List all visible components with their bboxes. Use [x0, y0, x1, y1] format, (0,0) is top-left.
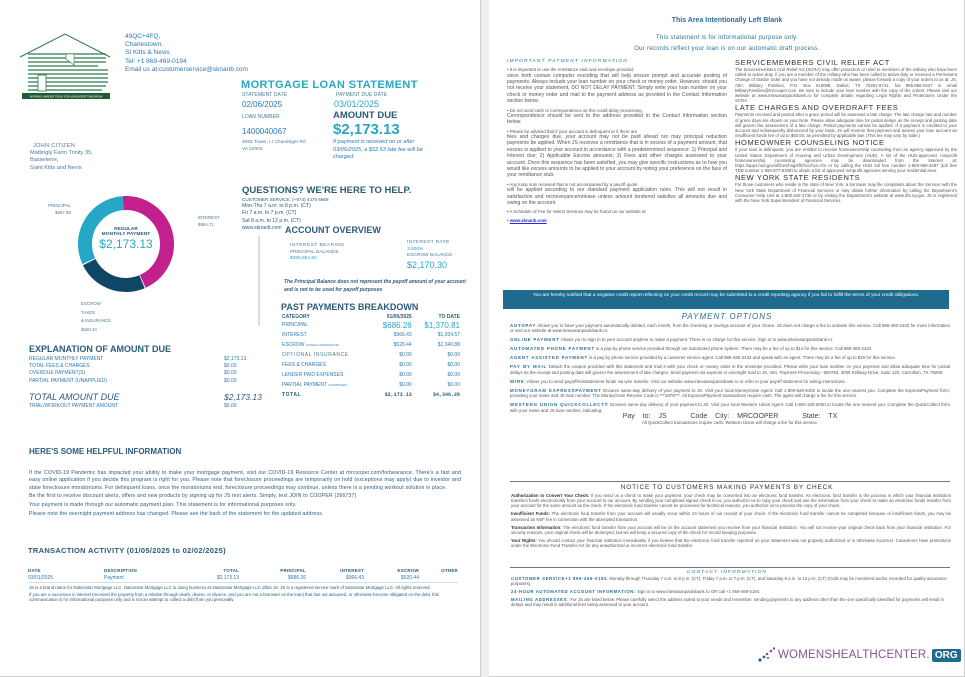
row-label: TRIAL/WORKOUT PAYMENT AMOUNT [29, 402, 119, 409]
loan-number-label: LOAN NUMBER [242, 114, 280, 120]
section-body: Payments received and posted after a grace period will be assessed a late charge. The late charge rate and number of grace days are shown on your Note. Please allow adequate time for postal delays as the receipt and posting date will govern the assessment of a late charge. Partial payments cannot be applied. If a payment is credited to your account and subsequently dishonored by your bank, JS will reverse that payment and assess your loan account an insufficient funds fee of up to $50.00, as permitted by applicable law. (This fee may vary by state.) [735, 112, 957, 139]
total-amount-due-row [29, 391, 262, 403]
contact-key: MAILING ADDRESSES: [511, 597, 570, 603]
interest-rate-label: INTEREST RATE [407, 240, 450, 245]
table-header [28, 566, 458, 574]
legend-value: $964.71 [198, 221, 214, 227]
category-cell: FEES & CHARGES [282, 362, 326, 368]
contact-text: For JS are listed below. Please carefully select the address suited to your needs and remember, sending payments to any address other than the one specifically identified for payments will result in delays and may result in additional fees being assessed to your account. [511, 597, 944, 608]
legend-label: INTEREST [198, 215, 220, 220]
helpful-info-title: HERE'S SOME HELPFUL INFORMATION [29, 447, 182, 456]
info-paragraph: Your payment is made through our automatic payment plan. This statement is for informational purposes only. [29, 502, 297, 509]
transaction-table [28, 566, 458, 583]
check-notice-body [511, 493, 951, 551]
category-cell: OPTIONAL INSURANCE [282, 352, 349, 358]
row-value: $0.00 [224, 363, 237, 370]
option-text: is a pay by phone service provided by a customer service agent. Call 888-480-2432 and speak with an agent. There may be a fee of up to $19 for this service. [587, 355, 896, 361]
center-label-line: MONTHLY PAYMENT [101, 232, 151, 237]
table-row [282, 320, 460, 330]
explanation-table [29, 356, 262, 410]
notice-paragraph [511, 538, 951, 548]
payment-due-date: 03/01/2025 [334, 99, 380, 109]
payment-option-autopay [510, 323, 950, 334]
statement-date: 02/06/2025 [242, 100, 283, 109]
total-value: $2,173.13 [224, 391, 262, 402]
category-sublabel: (UNAPPLIED) [328, 383, 348, 387]
notice-text: The electronic fund transfer from your account will be on the account statement you receive from your financial institution. You will not receive your original check back from your financial institution. For security reasons, your original check will be destroyed, but we will keep a secured copy of the check for record keeping purposes. [511, 524, 951, 535]
bank-address-line: St Kitts & Nevis [125, 49, 170, 57]
statement-date-label: STATEMENT DATE [242, 92, 288, 98]
column-header: INTEREST [340, 567, 364, 573]
section-body: If your loan is delinquent, you are entitled to receive homeownership counseling from an agency approved by the United States Department of Housing and Urban Development (HUD). A list of the HUD-approved, nonprofit homeownership counseling agencies may be downloaded from the Internet at: https://apps.hud.gov/offices/hsg/sfh/hcc/hcs.cfm or by calling the HUD toll free number 1-800-569-4287 (toll free TDD number 1-800-877-8339) to obtain a list of approved nonprofit agencies serving your residential area. [735, 147, 957, 174]
payment-option-online [510, 337, 950, 342]
option-text: Ensures same-day delivery of your payment to JS. Visit your local MoneyGram Agent. Call 1-800-926-9400 to locate the one nearest you. Complete the ExpressPayment form, providing your name and JS loan number. The MoneyGram Receive Code is ***1878***. All ExpressPayment transactions require cash. The agent will charge a fee for this service. [510, 387, 950, 399]
section-heading: NEW YORK STATE RESIDENTS [735, 173, 861, 183]
customer-name: JOHN CITIZEN [33, 143, 76, 149]
row-label: REGULAR MONTHLY PAYMENT [29, 356, 104, 362]
notice-text: If you send us a check to make your payment, your check may be converted into an electronic fund transfer. An electronic fund transfer is the process in which your financial institution transfers funds electronically from your account to our account. By sending your completed signed check to us, you authorize us to copy your check and use the information from your check to make an electronic funds transfer from your account for the same amount as the check. If the electronic fund transfer cannot be processed for technical reasons, you authorize us to process the copy of your check. [511, 493, 951, 509]
property-address-line: 4083 Tower, I.I Chundriger Rd [242, 140, 306, 145]
credit-report-banner: You are hereby notified that a negative credit report reflecting on your credit record may be submitted to a credit reporting agency if you fail to fulfill the terms of your credit obligations. [503, 290, 949, 309]
contact-text: Sign in to www.intesasanpaolobank.ro OR call +1 869-469-0194. [635, 589, 761, 595]
payment-option-western-union [510, 402, 950, 413]
watermark-text: WOMENSHEALTHCENTER. [778, 649, 930, 661]
payment-options-title: PAYMENT OPTIONS [681, 312, 773, 321]
option-text: : Allows you to send payoff/reinstatement funds via wire transfer. Visit our website www.intesasanpaolobank.ro or refer to your payoff statement for wiring instructions. [524, 378, 846, 384]
disclaimer-text: JS is a brand name for Nationstar Mortgage LLC. Nationstar Mortgage LLC is doing business as Nationstar Mortgage LLC d/b/a JS. JS is a registered service mark of Nationstar Mortgage LLC. All rights reserved. [29, 585, 431, 590]
escrow-balance-value: $2,170.30 [407, 259, 448, 270]
legend-label: & INSURANCE [81, 318, 112, 324]
info-paragraph: If the COVID-19 Pandemic has impacted your ability to make your mortgage payment, visit our COVID-19 Resource Center at mrcooper.com/forbearance. There's a fast and easy online application if you decide this program is right for you. Please note that foreclosure proceedings are temporarily on hold (exceptions may apply) due to investor and state foreclosure moratoriums. For delinquent loans, once the moratoriums end, foreclosure proceedings may continue, unless there is a pending workout solution in place. [29, 470, 461, 491]
escrow-balance-label: ESCROW BALANCE [407, 253, 453, 258]
state: State: TX [802, 413, 838, 421]
payment-option-wire [510, 379, 950, 384]
contact-info-body [511, 576, 951, 610]
intentionally-blank-title: This Area Intentionally Left Blank [671, 17, 783, 24]
principal-balance-label: PRINCIPAL BALANCE [290, 249, 339, 255]
description-cell: Payment [104, 574, 184, 582]
category-label: ESCROW [282, 342, 305, 348]
customer-address [30, 143, 93, 172]
website-link[interactable]: www.sknanb.com [242, 224, 282, 231]
transaction-activity-title: TRANSACTION ACTIVITY (01/05/2025 to 02/02/2025) [28, 546, 226, 555]
payment-option-moneygram [510, 388, 950, 399]
option-key: AUTOMATED PHONE PAYMENT [510, 346, 595, 352]
table-row [282, 360, 460, 370]
to-date-cell: $1,934.57 [437, 332, 460, 338]
section-heading: SERVICEMEMBERS CIVIL RELIEF ACT [735, 58, 890, 67]
amount-due-value: $2,173.13 [333, 121, 400, 138]
notice-paragraph [511, 525, 951, 535]
contact-paragraph [511, 589, 951, 594]
link-paragraph: • www.sknanb.com [507, 217, 547, 223]
option-key: AGENT ASSISTED PAYMENT [510, 355, 588, 361]
column-header: TO DATE [438, 314, 460, 320]
helpful-info-body [29, 470, 461, 520]
explanation-title: EXPLANATION OF AMOUNT DUE [29, 344, 171, 354]
bullet-body: since both contain computer encoding that will help ensure prompt and accurate posting of payments. Always include your loan number on your check or money order. However, should you not receive your statement, DO NOT DELAY PAYMENT. Simply write your loan number on your check or money order and mail to the payment address as provided in the Contact Information section below. [507, 72, 727, 105]
payment-options-list [510, 323, 950, 429]
legend-label: ESCROW [81, 301, 101, 306]
info-paragraph: Be the first to receive discount alerts, offers and new products by signing up for JS text alerts. Simply, text JOIN to COOPER (266737) [29, 493, 357, 500]
notice-key: Insufficient Funds: [511, 511, 550, 517]
transaction-disclaimer [29, 586, 459, 604]
watermark-badge: ORG [932, 649, 961, 662]
bullet-intro: • Any lump sum received that is not accompanied by a payoff quote [507, 181, 638, 187]
bullet-intro: • Do not send cash or correspondence as this could delay processing. [507, 107, 643, 113]
column-divider [258, 236, 260, 326]
quickcollect-details [510, 414, 950, 419]
payment-option-phone [510, 346, 950, 351]
section-heading: HOMEOWNER COUNSELING NOTICE [735, 138, 885, 148]
column-header: OTHER [441, 567, 458, 573]
code-city: Code City: MRCOOPER [690, 413, 779, 421]
loan-number: 1400040067 [242, 127, 287, 136]
total-to-date: $4,346.26 [432, 392, 460, 398]
info-paragraph [507, 108, 727, 126]
contact-paragraph [511, 576, 951, 587]
column-header: PRINCIPAL [280, 567, 306, 573]
option-key: WIRE [510, 378, 525, 384]
notice-key: Your Rights: [511, 537, 537, 543]
total-period: $2,173.13 [384, 392, 412, 398]
category-cell [282, 380, 373, 390]
legal-notices [735, 59, 957, 204]
table-row [282, 380, 460, 390]
important-payment-info [507, 59, 727, 226]
notice-text: The electronic fund transfer from your account will usually occur within 24 hours of our receipt of your check. If the electronic fund transfer cannot be completed because of insufficient funds, you may be assessed an NSF fee in connection with the attempted transaction. [511, 511, 951, 522]
principal-cell: $686.26 [239, 574, 306, 582]
statement-page-back [489, 0, 965, 677]
disclaimer-text: If you are a successor in interest (received the property from a relative through death, devise, or divorce, and you are not a borrower on the loan) that has not assumed, or otherwise become obligated on the debt, this communication is for informational purposes only and is not an attempt to collect a debt from you personally. [29, 591, 439, 602]
period-cell: $0.00 [399, 372, 412, 378]
escrow-legend [81, 300, 111, 335]
bullet-body: will be applied according to our standard payment application rules. This will not result in satisfaction and reconveyance/release unless amount tendered satisfies all amounts due and owing on the account. [507, 187, 727, 206]
property-address-line: VA 22003 [242, 147, 263, 153]
interest-legend [198, 215, 220, 228]
row-label: PARTIAL PAYMENT (UNAPPLIED) [29, 377, 107, 384]
bullet-intro: • It is important to use the remittance stub and envelope provided [507, 67, 634, 73]
legend-value: $687.98 [55, 209, 71, 215]
explanation-row [29, 356, 254, 363]
customer-service-phone: CUSTOMER SERVICE: (+974) 4476 6666 [242, 197, 329, 202]
category-cell: LENDER PAID EXPENSES [282, 372, 344, 378]
section-heading: LATE CHARGES AND OVERDRAFT FEES [735, 103, 899, 113]
period-cell: $966.43 [393, 332, 412, 338]
dots-icon [758, 647, 778, 663]
info-paragraph: Please note the overnight payment address has changed. Please see the back of the statement for the updated address. [29, 510, 324, 517]
watermark-logo [758, 645, 961, 665]
row-label: TOTAL FEES & CHARGES [29, 363, 90, 370]
notice-paragraph [511, 511, 951, 521]
section-body: The Servicemembers Civil Relief Act (SCRA) may offer protection or relief to members of the military who have been called to active duty. If you are a member of the military who has been called to active duty or received a Permanent Change of Station order and you have not already made us aware, please forward a copy of your orders to us at: JS, Attn: Military Families, P.O. Box 619098, Dallas, TX 75261-9741, fax 855-856-0427 or email MilitaryFamilies@mrcooper.com. Be sure to include your loan number with the copy of the orders. Please visit our website at www.intesasanpaolobank.ro for complete details regarding Legal Rights and Protections Under the SCRA. [735, 67, 957, 104]
payment-option-agent [510, 355, 950, 360]
bullet-intro: • Please be advised that if your account is delinquent or if there are [507, 128, 638, 134]
table-row [282, 330, 460, 340]
table-row [282, 370, 460, 380]
customer-address-line: Saint Kitts and Nevis [30, 164, 82, 171]
period-cell: $0.00 [399, 362, 412, 368]
date-cell: 03/01/2025 [28, 574, 104, 582]
interest-bearing-label: INTEREST BEARING [290, 243, 345, 248]
row-value: $2,173.13 [224, 356, 247, 362]
total-label: TOTAL AMOUNT DUE [29, 391, 120, 402]
bank-address [125, 33, 248, 74]
option-key: AUTOPAY [510, 323, 537, 328]
account-overview-title: ACCOUNT OVERVIEW [285, 225, 381, 235]
contact-info-title: CONTACT INFORMATION [686, 570, 768, 575]
notice-line: Our records reflect your loan is on our automatic draft process. [634, 45, 820, 52]
informational-notice [489, 33, 965, 54]
contact-text: , Monday through Thursday 7 a.m. to 8 p.m. (CT), Friday 7 a.m. to 7 p.m. (CT), and Saturday 8 a.m. to 12 p.m. (CT) (Calls may be monitored and/or recorded for quality assurance purposes). [511, 576, 947, 587]
row-value: $0.00 [224, 377, 237, 384]
fee-schedule-link[interactable]: www.sknanb.com [509, 217, 547, 223]
statement-title: MORTGAGE LOAN STATEMENT [241, 79, 418, 91]
late-fee-note: If payment is received on or after 03/06/2025, a $52.63 late fee will be charged. [333, 139, 423, 161]
section-divider [510, 481, 950, 482]
contact-paragraph [511, 597, 951, 608]
past-payments-title: PAST PAYMENTS BREAKDOWN [281, 302, 419, 312]
principal-legend [48, 203, 71, 216]
total-cell: $2,173.13 [184, 574, 239, 582]
notice-paragraph [511, 493, 951, 509]
legend-value: $520.44 [81, 327, 97, 333]
info-paragraph [507, 67, 727, 104]
hours-line: Mon-Thu 7 a.m. to 8 p.m. (CT) [242, 203, 311, 209]
row-value: $0.00 [224, 402, 237, 409]
section-divider [510, 567, 950, 568]
notice-line: This statement is for informational purpose only. [656, 35, 798, 41]
info-paragraph [507, 182, 727, 207]
column-header: DATE [28, 567, 41, 573]
option-key: MONEYGRAM EXPRESSPAYMENT [510, 387, 602, 393]
notice-text: You should contact your financial institution immediately if you believe that the electronic fund transfer reported on your statement was not properly authorized or is otherwise incorrect. Consumers have protections under the Electronic Fund Transfer Act for any unauthorized or incorrect electronic fund transfer. [511, 537, 951, 549]
option-text: is a pay-by-phone service provided through our automated phone system. There may be a fee of up to $14 for this service. Call 888-480-2432. [594, 346, 873, 352]
bank-address-line: Charlestown, [125, 41, 163, 49]
explanation-row [29, 363, 254, 370]
column-header: 01/05/2025 [386, 314, 412, 320]
section-heading: IMPORTANT PAYMENT INFORMATION [507, 59, 628, 64]
period-cell: $520.44 [393, 342, 412, 348]
check-notice-title: NOTICE TO CUSTOMERS MAKING PAYMENTS BY CHECK [620, 484, 834, 491]
to-date-cell: $0.00 [447, 372, 460, 378]
bullet-body: Correspondence should be sent to the address provided in the Contact Information section below. [507, 112, 727, 126]
statement-page-front [0, 0, 481, 677]
donut-center-label [74, 227, 178, 251]
category-label: PARTIAL PAYMENT [282, 382, 327, 388]
to-date-cell: $1,040.88 [437, 342, 460, 348]
hours-line: Sat 8 a.m. to 12 p.m. (CT) [242, 217, 301, 224]
category-sublabel: (TAXES & INSURANCE) [305, 343, 339, 347]
principal-balance-note: The Principal Balance does not represent the payoff amount of your account and is not to be used for payoff purposes [284, 279, 466, 293]
property-address [242, 139, 306, 154]
category-cell [282, 340, 373, 350]
option-text: Ensures same-day delivery of your payment to JS. Visit your local Western Union Agent. Call 1-800-325-6000 to locate the one nearest you. Complete the QuickCollect form with your name and JS loan number, indicating: [510, 402, 950, 413]
pay-to: Pay to: JS [622, 413, 667, 421]
bullet-body: fees and charges due, your account may not be paid ahead nor may principal reduction payments be applied. When JS receives a remittance that is in excess of a payment amount, that excess is applied to your account in accordance with a predetermined sequence: 1) Principal and Interest due; 2) Applicable Escrow amounts; 3) Fees and other charges assessed to your account. Once this sequence has been satisfied, you may give specific instructions as to how you would like excess amounts to be applied to your account by noting your preference on the face of your remittance stub. [507, 134, 727, 179]
option-text: Detach the coupon provided with this statement and mail it with your check or money order in the envelope provided. Please write your loan number on your payment and allow adequate time for postal delays as the receipt and posting date will govern the assessment of late charges. Send payment via express or overnight mail to JS, Attn: Payment Processing - 650783, 3000 Kellway Drive, Suite 120, Carrollton, TX 75006. [510, 364, 950, 375]
explanation-row [29, 378, 254, 385]
customer-address-line: Mattingly Farm Trinity 35, [30, 150, 93, 157]
legend-label: TAXES [81, 309, 96, 315]
column-header: DESCRIPTION [104, 567, 137, 573]
row-label: OVERDUE PAYMENT(S) [29, 370, 86, 377]
period-cell: $0.00 [399, 352, 412, 358]
interest-rate-value: 3.000% [407, 246, 424, 252]
category-cell: INTEREST [282, 332, 307, 338]
contact-key: 24-HOUR AUTOMATED ACCOUNT INFORMATION: [511, 589, 636, 595]
info-paragraph: • A Schedule of Fee for Select Services may be found on our website at [507, 209, 646, 215]
customer-address-line: Basseterre, [30, 157, 59, 164]
notice-key: Authorization to Convert Your Check: [511, 493, 590, 498]
option-text: Allows you to sign in to your account anytime to make a payment. There is no charge for this service. Sign in to www.intesasanpaolobank.ro. [559, 337, 834, 343]
option-key: PAY BY MAIL [510, 364, 547, 370]
past-payments-table [282, 314, 460, 400]
notice-key: Transaction Information: [511, 524, 562, 530]
principal-balance-value: $385,884.90 [290, 256, 317, 261]
bank-email[interactable]: Email us at:customerservice@sknanb.com [125, 65, 248, 73]
to-date-cell: $0.00 [447, 382, 460, 388]
table-total-row [282, 390, 460, 400]
explanation-row [29, 370, 254, 377]
quickcollect-note: All QuickCollect transactions require cash. Western Union will charge a fee for this service. [641, 420, 819, 426]
period-cell: $0.00 [399, 382, 412, 388]
category-cell: PRINCIPAL [282, 322, 309, 328]
other-cell [419, 574, 458, 582]
info-paragraph [507, 129, 727, 179]
option-key: WESTERN UNION QUICKCOLLECT® [510, 402, 609, 408]
column-header: ESCROW [397, 567, 419, 573]
table-row [28, 574, 458, 582]
section-body: For those customers who reside in the state of New York, a borrower may file complaints about the Servicer with the New York State Department of Financial Services or may obtain further information by calling the Department's Consumer Help Unit at 1-800-342-3736 or by visiting the Department's website at www.dfs.ny.gov. JS is registered with the New York Superintendent of Financial Services. [735, 182, 957, 204]
questions-title: QUESTIONS? WE'RE HERE TO HELP. [242, 185, 412, 196]
principal-balance-block [290, 243, 345, 263]
to-date-cell: $0.00 [447, 362, 460, 368]
interest-cell: $966.43 [306, 574, 364, 582]
center-value: $2,173.13 [99, 237, 153, 251]
svg-text:WORKING HARDER TODAY FOR A BRI: WORKING HARDER TODAY FOR A BRIGHTER TOMORROW [29, 95, 103, 99]
row-value: $0.00 [224, 370, 237, 377]
column-header: CATEGORY [282, 314, 310, 320]
bank-logo [18, 31, 113, 103]
contact-key: CUSTOMER SERVICE+1 869-469-0194 [511, 576, 607, 581]
total-label: TOTAL [282, 392, 302, 398]
to-date-cell: $1,370.81 [424, 320, 460, 330]
table-row [282, 350, 460, 360]
amount-due-label: AMOUNT DUE [333, 110, 398, 121]
rate-escrow-block [407, 240, 452, 271]
trial-payment-row [29, 403, 254, 410]
bank-address-line: 49QC+4FQ, [125, 33, 161, 40]
to-date-cell: $0.00 [447, 352, 460, 358]
payment-option-mail [510, 364, 950, 375]
bank-phone: Tel: +1 869-469-0194 [125, 57, 187, 65]
hours-line: Fri 7 a.m. to 7 p.m. (CT) [242, 210, 297, 217]
escrow-cell: $520.44 [364, 574, 419, 582]
option-key: ONLINE PAYMENT [510, 337, 560, 343]
center-label-line: REGULAR [114, 227, 138, 232]
column-header: TOTAL [223, 567, 239, 573]
legend-label: PRINCIPAL [48, 203, 71, 208]
table-row [282, 340, 460, 350]
payment-due-date-label: PAYMENT DUE DATE [336, 92, 388, 98]
option-text: Allows you to have your payment automatically debited, each month, from the checking or savings account of your choice. JS does not charge a fee to activate this service. Call 888-480-2432 for more information or visit our website at www.intesasanpaolobank.ro. [510, 323, 950, 334]
period-cell: $686.26 [382, 320, 412, 330]
